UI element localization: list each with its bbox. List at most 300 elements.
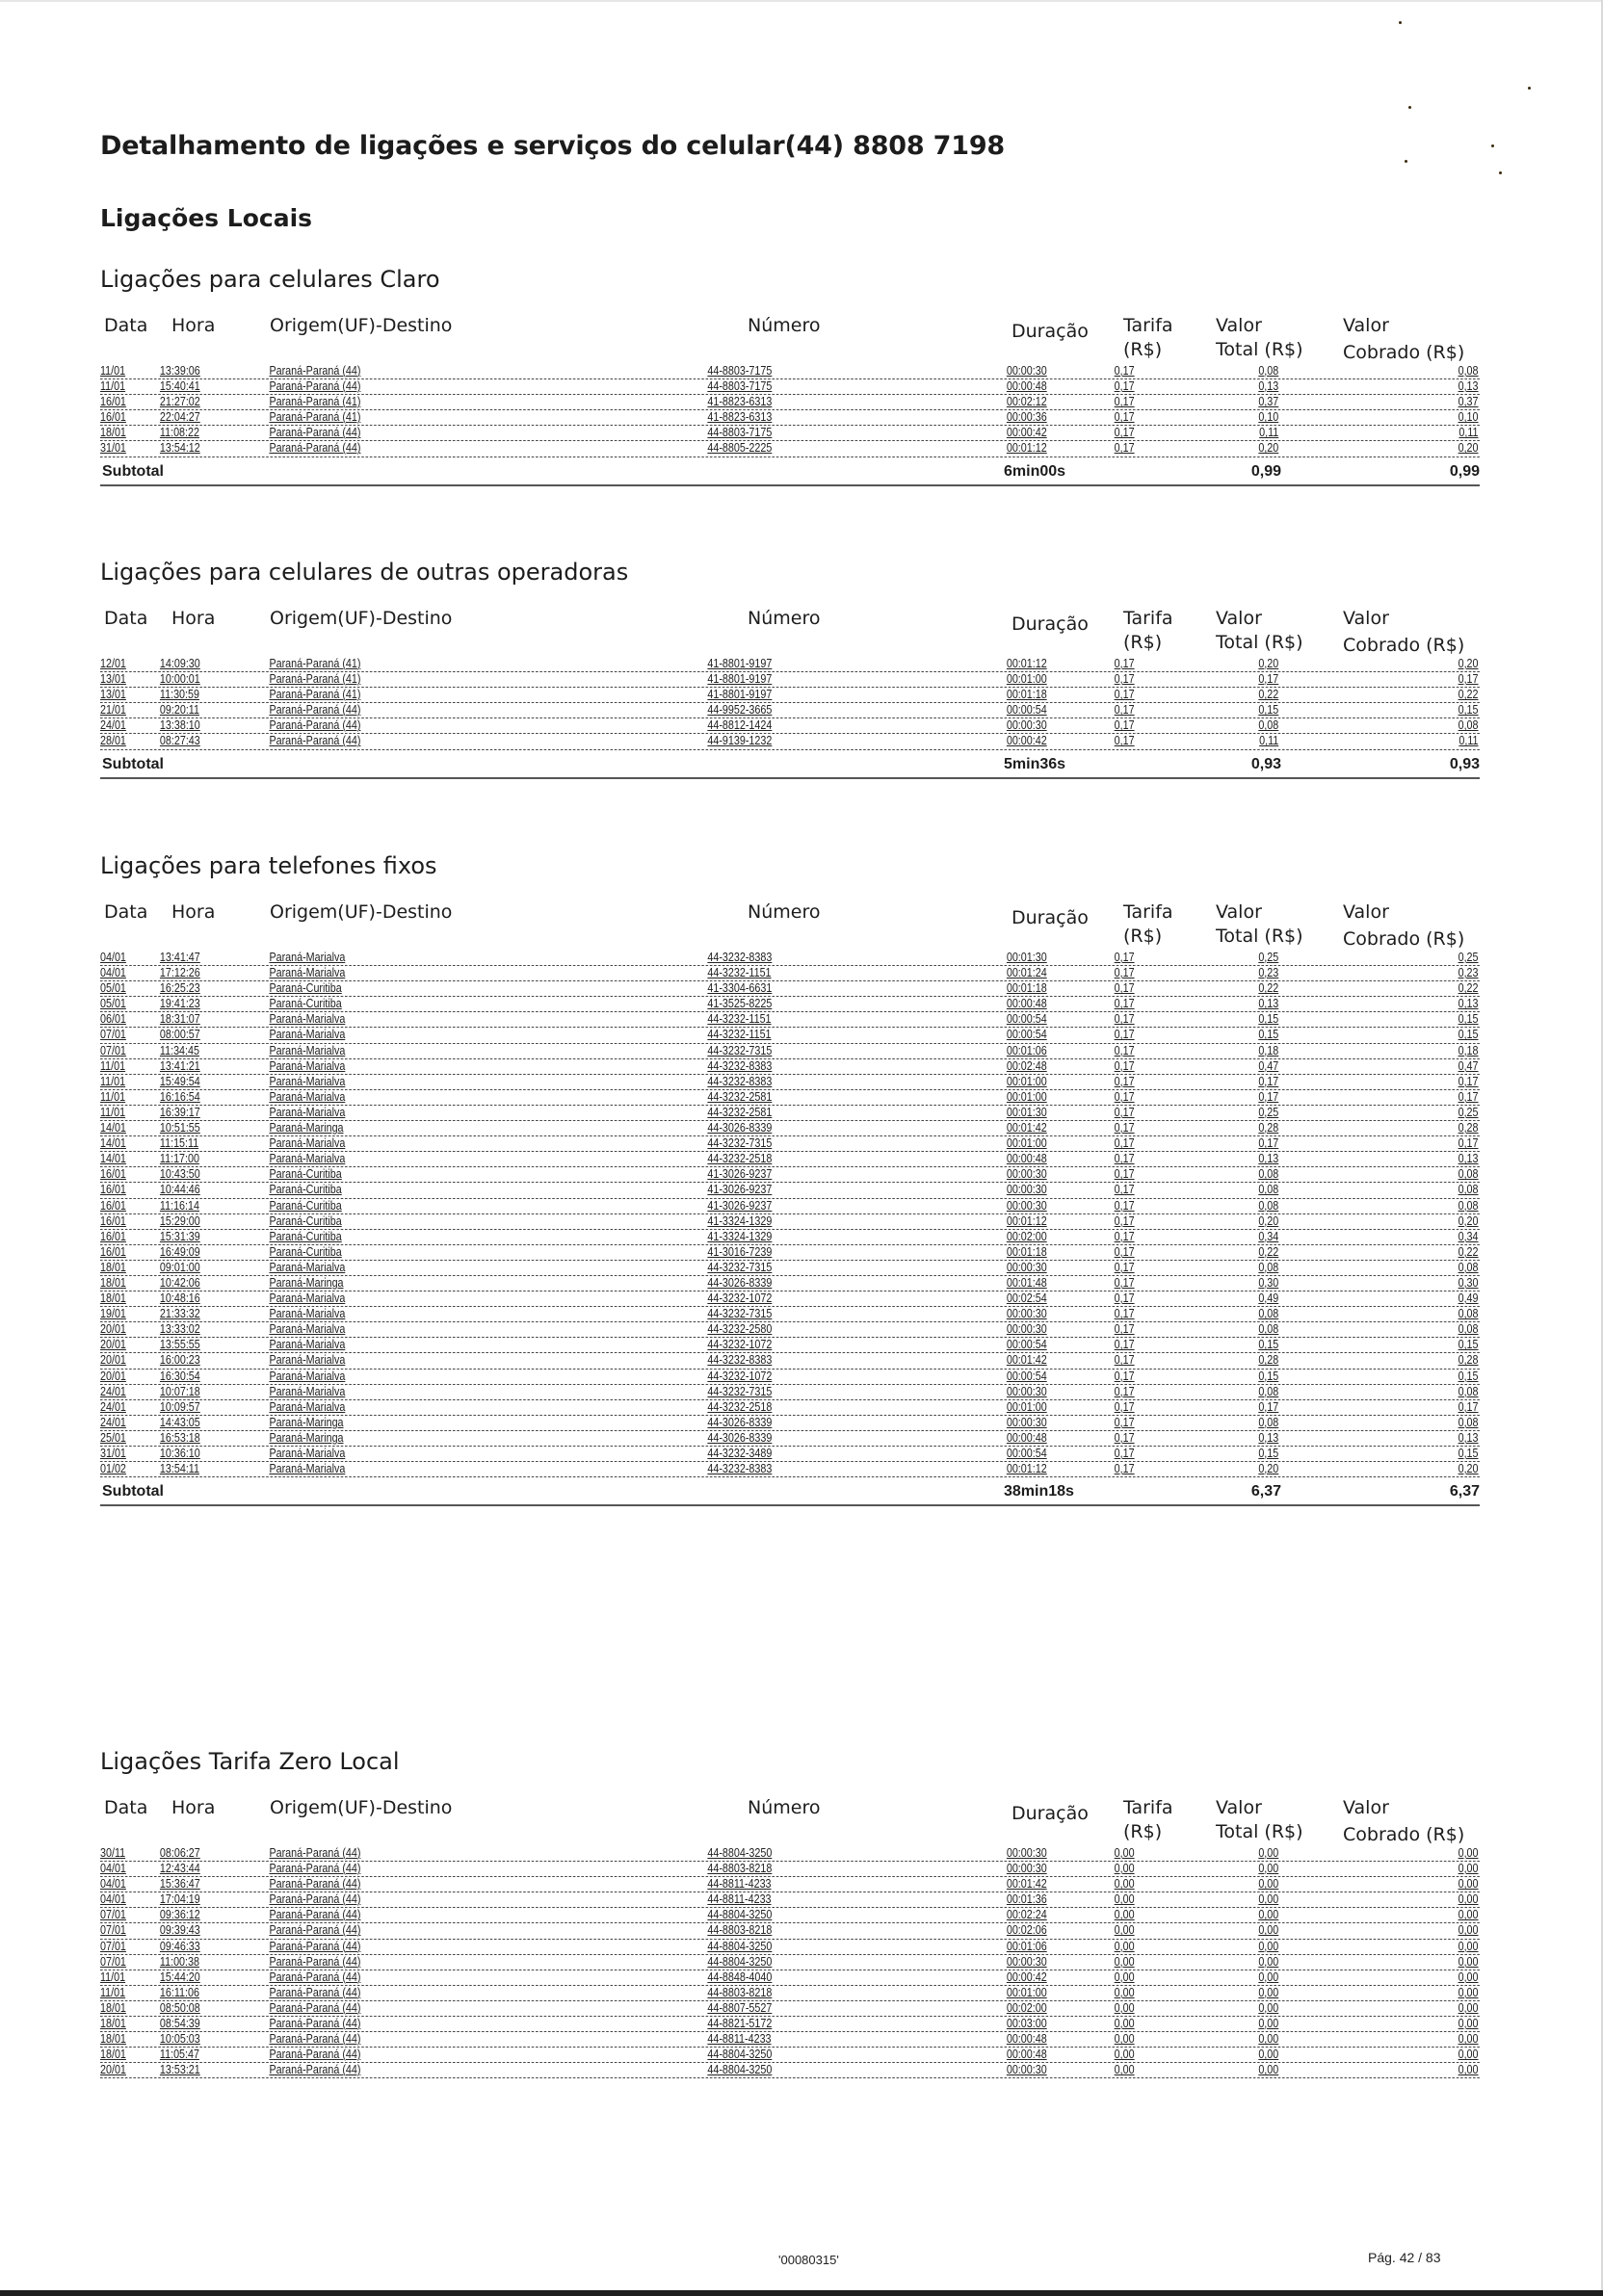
table-row bbox=[100, 1106, 1480, 1121]
charged-value-cell: 0,25 bbox=[1458, 1105, 1479, 1119]
total-value-cell: 0,20 bbox=[1258, 1462, 1279, 1476]
origin-destination-cell: Paraná-Marialva bbox=[269, 1447, 346, 1460]
duration-cell: 00:00:36 bbox=[1006, 410, 1047, 425]
rate-cell: 0,17 bbox=[1114, 1043, 1135, 1057]
origin-destination-cell: Paraná-Marialva bbox=[269, 1028, 346, 1042]
charged-value-cell: 0,00 bbox=[1458, 1877, 1479, 1892]
total-value-cell: 0,08 bbox=[1258, 1415, 1279, 1429]
total-value-cell: 0,25 bbox=[1258, 1105, 1279, 1119]
col-header-tarifa-unit: (R$) bbox=[1123, 632, 1163, 653]
call-rows bbox=[100, 951, 1480, 1477]
time-cell: 17:04:19 bbox=[159, 1892, 200, 1907]
table-row bbox=[100, 379, 1480, 395]
total-value-cell: 0,00 bbox=[1258, 1908, 1279, 1922]
time-cell: 16:39:17 bbox=[159, 1105, 200, 1119]
duration-cell: 00:00:54 bbox=[1006, 1369, 1047, 1383]
charged-value-cell: 0,37 bbox=[1458, 395, 1479, 409]
origin-destination-cell: Paraná-Marialva bbox=[269, 1399, 346, 1414]
section-title: Ligações Tarifa Zero Local bbox=[100, 1748, 400, 1775]
time-cell: 14:09:30 bbox=[159, 657, 200, 670]
table-row bbox=[100, 1152, 1480, 1167]
table-row bbox=[100, 1214, 1480, 1230]
rate-cell: 0,17 bbox=[1114, 1415, 1135, 1429]
time-cell: 15:44:20 bbox=[159, 1970, 200, 1984]
date-cell: 16/01 bbox=[100, 410, 126, 425]
duration-cell: 00:01:18 bbox=[1006, 688, 1047, 702]
duration-cell: 00:00:30 bbox=[1006, 1862, 1047, 1876]
duration-cell: 00:02:54 bbox=[1006, 1292, 1047, 1306]
subtotal-duration: 5min36s bbox=[1004, 755, 1066, 772]
duration-cell: 00:02:24 bbox=[1006, 1908, 1047, 1922]
rate-cell: 0,17 bbox=[1114, 966, 1135, 980]
table-row bbox=[100, 1940, 1480, 1955]
rate-cell: 0,17 bbox=[1114, 1121, 1135, 1135]
date-cell: 20/01 bbox=[100, 1322, 126, 1337]
charged-value-cell: 0,25 bbox=[1458, 951, 1479, 964]
total-value-cell: 0,08 bbox=[1258, 1198, 1279, 1213]
duration-cell: 00:00:30 bbox=[1006, 1307, 1047, 1321]
subtotal-charged-value: 6,37 bbox=[1449, 1483, 1480, 1500]
rate-cell: 0,17 bbox=[1114, 1136, 1135, 1151]
col-header-valor-cobrado: Valor bbox=[1343, 608, 1389, 629]
section-telefones-fixos bbox=[100, 852, 1480, 1506]
call-rows bbox=[100, 1846, 1480, 2078]
column-header-row bbox=[100, 1796, 1480, 1846]
duration-cell: 00:00:54 bbox=[1006, 1338, 1047, 1352]
number-cell: 44-3232-1151 bbox=[707, 1012, 772, 1027]
date-cell: 14/01 bbox=[100, 1121, 126, 1135]
time-cell: 13:33:02 bbox=[159, 1322, 200, 1337]
charged-value-cell: 0,23 bbox=[1458, 966, 1479, 980]
time-cell: 13:41:21 bbox=[159, 1058, 200, 1073]
date-cell: 31/01 bbox=[100, 1447, 126, 1460]
total-value-cell: 0,00 bbox=[1258, 2017, 1279, 2031]
time-cell: 16:30:54 bbox=[159, 1369, 200, 1383]
origin-destination-cell: Paraná-Marialva bbox=[269, 1462, 346, 1476]
number-cell: 44-3232-7315 bbox=[707, 1136, 773, 1151]
table-row bbox=[100, 1199, 1480, 1214]
total-value-cell: 0,20 bbox=[1258, 441, 1279, 456]
total-value-cell: 0,17 bbox=[1258, 672, 1279, 687]
total-value-cell: 0,34 bbox=[1258, 1229, 1279, 1243]
number-cell: 41-8823-6313 bbox=[707, 410, 773, 425]
rate-cell: 0,17 bbox=[1114, 718, 1135, 733]
rate-cell: 0,17 bbox=[1114, 1399, 1135, 1414]
date-cell: 07/01 bbox=[100, 1954, 126, 1969]
date-cell: 11/01 bbox=[100, 379, 126, 394]
number-cell: 44-8803-8218 bbox=[707, 1923, 773, 1938]
table-row bbox=[100, 1955, 1480, 1970]
rate-cell: 0,17 bbox=[1114, 1152, 1135, 1166]
total-value-cell: 0,49 bbox=[1258, 1292, 1279, 1306]
time-cell: 11:34:45 bbox=[159, 1043, 199, 1057]
origin-destination-cell: Paraná-Paraná (44) bbox=[269, 2032, 361, 2047]
footer-page-number: Pág. 42 / 83 bbox=[1368, 2250, 1441, 2265]
origin-destination-cell: Paraná-Marialva bbox=[269, 1369, 346, 1383]
date-cell: 04/01 bbox=[100, 1892, 126, 1907]
date-cell: 18/01 bbox=[100, 2032, 126, 2047]
charged-value-cell: 0,08 bbox=[1458, 1307, 1479, 1321]
number-cell: 44-8811-4233 bbox=[707, 1877, 772, 1892]
table-row bbox=[100, 703, 1480, 718]
charged-value-cell: 0,00 bbox=[1458, 2048, 1479, 2062]
col-header-valor-cobrado-unit: Cobrado (R$) bbox=[1343, 1824, 1465, 1845]
time-cell: 15:49:54 bbox=[159, 1074, 200, 1088]
number-cell: 41-3304-6631 bbox=[707, 981, 773, 996]
date-cell: 16/01 bbox=[100, 1183, 126, 1197]
table-row bbox=[100, 2017, 1480, 2032]
total-value-cell: 0,47 bbox=[1258, 1058, 1279, 1073]
origin-destination-cell: Paraná-Curitiba bbox=[269, 997, 342, 1011]
duration-cell: 00:01:06 bbox=[1006, 1043, 1047, 1057]
total-value-cell: 0,25 bbox=[1258, 951, 1279, 964]
duration-cell: 00:00:54 bbox=[1006, 1028, 1047, 1042]
table-row bbox=[100, 1075, 1480, 1090]
total-value-cell: 0,00 bbox=[1258, 1954, 1279, 1969]
time-cell: 16:11:06 bbox=[159, 1985, 199, 1999]
total-value-cell: 0,15 bbox=[1258, 1028, 1279, 1042]
origin-destination-cell: Paraná-Curitiba bbox=[269, 981, 342, 996]
origin-destination-cell: Paraná-Maringa bbox=[269, 1275, 344, 1290]
table-row bbox=[100, 1044, 1480, 1059]
time-cell: 13:53:21 bbox=[159, 2063, 200, 2077]
number-cell: 41-8801-9197 bbox=[707, 657, 773, 670]
table-row bbox=[100, 1353, 1480, 1369]
number-cell: 44-3232-7315 bbox=[707, 1384, 773, 1398]
col-header-valor-cobrado-unit: Cobrado (R$) bbox=[1343, 342, 1465, 363]
charged-value-cell: 0,11 bbox=[1458, 426, 1479, 440]
time-cell: 10:00:01 bbox=[159, 672, 200, 687]
col-header-duracao: Duração bbox=[1012, 321, 1089, 342]
charged-value-cell: 0,17 bbox=[1458, 672, 1479, 687]
charged-value-cell: 0,00 bbox=[1458, 1985, 1479, 1999]
origin-destination-cell: Paraná-Paraná (44) bbox=[269, 703, 361, 718]
col-header-tarifa-unit: (R$) bbox=[1123, 1821, 1163, 1842]
table-row bbox=[100, 1431, 1480, 1447]
charged-value-cell: 0,22 bbox=[1458, 981, 1479, 996]
date-cell: 16/01 bbox=[100, 1244, 126, 1259]
charged-value-cell: 0,00 bbox=[1458, 1908, 1479, 1922]
number-cell: 44-3232-1072 bbox=[707, 1338, 773, 1352]
table-row bbox=[100, 1307, 1480, 1322]
total-value-cell: 0,15 bbox=[1258, 1447, 1279, 1460]
charged-value-cell: 0,08 bbox=[1458, 364, 1479, 378]
time-cell: 10:07:18 bbox=[159, 1384, 200, 1398]
number-cell: 44-8807-5527 bbox=[707, 2000, 773, 2015]
number-cell: 41-3324-1329 bbox=[707, 1229, 773, 1243]
table-row bbox=[100, 1322, 1480, 1338]
charged-value-cell: 0,18 bbox=[1458, 1043, 1479, 1057]
total-value-cell: 0,00 bbox=[1258, 2048, 1279, 2062]
duration-cell: 00:02:12 bbox=[1006, 395, 1047, 409]
rate-cell: 0,17 bbox=[1114, 1012, 1135, 1027]
duration-cell: 00:00:54 bbox=[1006, 1447, 1047, 1460]
number-cell: 44-3026-8339 bbox=[707, 1430, 773, 1445]
origin-destination-cell: Paraná-Marialva bbox=[269, 1384, 346, 1398]
number-cell: 44-8804-3250 bbox=[707, 1846, 773, 1860]
charged-value-cell: 0,08 bbox=[1458, 1198, 1479, 1213]
col-header-origem: Origem(UF)-Destino bbox=[270, 901, 453, 923]
duration-cell: 00:02:48 bbox=[1006, 1058, 1047, 1073]
number-cell: 41-3324-1329 bbox=[707, 1213, 773, 1228]
number-cell: 44-3232-7315 bbox=[707, 1260, 773, 1274]
origin-destination-cell: Paraná-Paraná (44) bbox=[269, 426, 361, 440]
charged-value-cell: 0,08 bbox=[1458, 718, 1479, 733]
total-value-cell: 0,08 bbox=[1258, 1307, 1279, 1321]
time-cell: 13:41:47 bbox=[159, 951, 200, 964]
duration-cell: 00:00:30 bbox=[1006, 364, 1047, 378]
number-cell: 44-3232-8383 bbox=[707, 1462, 773, 1476]
rate-cell: 0,17 bbox=[1114, 657, 1135, 670]
col-header-duracao: Duração bbox=[1012, 907, 1089, 928]
col-header-valor-total-unit: Total (R$) bbox=[1216, 1821, 1303, 1842]
charged-value-cell: 0,00 bbox=[1458, 1892, 1479, 1907]
total-value-cell: 0,18 bbox=[1258, 1043, 1279, 1057]
origin-destination-cell: Paraná-Marialva bbox=[269, 1074, 346, 1088]
subtotal-row bbox=[100, 457, 1480, 486]
date-cell: 16/01 bbox=[100, 1198, 126, 1213]
rate-cell: 0,00 bbox=[1114, 1862, 1135, 1876]
table-row bbox=[100, 1090, 1480, 1106]
subtotal-charged-value: 0,99 bbox=[1449, 462, 1480, 480]
duration-cell: 00:01:42 bbox=[1006, 1877, 1047, 1892]
scan-speck bbox=[1399, 21, 1402, 24]
origin-destination-cell: Paraná-Paraná (44) bbox=[269, 1923, 361, 1938]
time-cell: 08:06:27 bbox=[159, 1846, 200, 1860]
origin-destination-cell: Paraná-Marialva bbox=[269, 1012, 346, 1027]
total-value-cell: 0,23 bbox=[1258, 966, 1279, 980]
charged-value-cell: 0,20 bbox=[1458, 1462, 1479, 1476]
scan-speck bbox=[1408, 106, 1411, 109]
number-cell: 44-8821-5172 bbox=[707, 2017, 773, 2031]
table-row bbox=[100, 1136, 1480, 1152]
col-header-valor-cobrado: Valor bbox=[1343, 901, 1389, 923]
time-cell: 11:30:59 bbox=[159, 688, 199, 702]
date-cell: 14/01 bbox=[100, 1152, 126, 1166]
duration-cell: 00:02:00 bbox=[1006, 1229, 1047, 1243]
section-tarifa-zero bbox=[100, 1748, 1480, 2078]
duration-cell: 00:01:30 bbox=[1006, 1105, 1047, 1119]
number-cell: 44-3232-2518 bbox=[707, 1152, 773, 1166]
duration-cell: 00:01:00 bbox=[1006, 1399, 1047, 1414]
total-value-cell: 0,08 bbox=[1258, 1167, 1279, 1182]
time-cell: 08:27:43 bbox=[159, 734, 200, 748]
time-cell: 16:00:23 bbox=[159, 1353, 200, 1368]
table-row bbox=[100, 1292, 1480, 1307]
time-cell: 12:43:44 bbox=[159, 1862, 200, 1876]
col-header-valor-cobrado-unit: Cobrado (R$) bbox=[1343, 635, 1465, 656]
date-cell: 21/01 bbox=[100, 703, 126, 718]
table-row bbox=[100, 1370, 1480, 1385]
rate-cell: 0,17 bbox=[1114, 1338, 1135, 1352]
number-cell: 44-3232-1151 bbox=[707, 966, 772, 980]
table-row bbox=[100, 1245, 1480, 1261]
charged-value-cell: 0,00 bbox=[1458, 1939, 1479, 1953]
total-value-cell: 0,13 bbox=[1258, 1152, 1279, 1166]
table-row bbox=[100, 1167, 1480, 1183]
time-cell: 15:29:00 bbox=[159, 1213, 200, 1228]
duration-cell: 00:01:06 bbox=[1006, 1939, 1047, 1953]
origin-destination-cell: Paraná-Marialva bbox=[269, 1058, 346, 1073]
rate-cell: 0,17 bbox=[1114, 426, 1135, 440]
date-cell: 11/01 bbox=[100, 364, 126, 378]
section-title: Ligações para telefones fixos bbox=[100, 852, 437, 879]
charged-value-cell: 0,15 bbox=[1458, 703, 1479, 718]
total-value-cell: 0,00 bbox=[1258, 1970, 1279, 1984]
charged-value-cell: 0,00 bbox=[1458, 1846, 1479, 1860]
duration-cell: 00:01:42 bbox=[1006, 1353, 1047, 1368]
subtotal-charged-value: 0,93 bbox=[1449, 755, 1480, 772]
total-value-cell: 0,00 bbox=[1258, 2032, 1279, 2047]
total-value-cell: 0,28 bbox=[1258, 1353, 1279, 1368]
rate-cell: 0,17 bbox=[1114, 1322, 1135, 1337]
time-cell: 14:43:05 bbox=[159, 1415, 200, 1429]
charged-value-cell: 0,00 bbox=[1458, 2000, 1479, 2015]
number-cell: 44-3232-8383 bbox=[707, 1353, 773, 1368]
date-cell: 07/01 bbox=[100, 1043, 126, 1057]
table-row bbox=[100, 1986, 1480, 2001]
date-cell: 16/01 bbox=[100, 1167, 126, 1182]
number-cell: 44-3026-8339 bbox=[707, 1415, 773, 1429]
date-cell: 20/01 bbox=[100, 2063, 126, 2077]
col-header-origem: Origem(UF)-Destino bbox=[270, 608, 453, 629]
charged-value-cell: 0,00 bbox=[1458, 1923, 1479, 1938]
origin-destination-cell: Paraná-Paraná (44) bbox=[269, 1939, 361, 1953]
number-cell: 44-3232-2581 bbox=[707, 1105, 773, 1119]
duration-cell: 00:01:24 bbox=[1006, 966, 1047, 980]
table-row bbox=[100, 1230, 1480, 1245]
table-row bbox=[100, 1012, 1480, 1028]
number-cell: 44-3232-7315 bbox=[707, 1307, 773, 1321]
time-cell: 13:54:12 bbox=[159, 441, 200, 456]
origin-destination-cell: Paraná-Marialva bbox=[269, 1043, 346, 1057]
date-cell: 18/01 bbox=[100, 1260, 126, 1274]
number-cell: 44-3232-2581 bbox=[707, 1089, 773, 1104]
date-cell: 24/01 bbox=[100, 1415, 126, 1429]
number-cell: 44-3232-2518 bbox=[707, 1399, 773, 1414]
date-cell: 18/01 bbox=[100, 2017, 126, 2031]
col-header-tarifa-unit: (R$) bbox=[1123, 926, 1163, 947]
col-header-valor-total: Valor bbox=[1216, 608, 1262, 629]
rate-cell: 0,17 bbox=[1114, 672, 1135, 687]
col-header-data: Data bbox=[104, 1797, 148, 1818]
total-value-cell: 0,10 bbox=[1258, 410, 1279, 425]
col-header-tarifa: Tarifa bbox=[1123, 315, 1173, 336]
origin-destination-cell: Paraná-Paraná (44) bbox=[269, 1985, 361, 1999]
total-value-cell: 0,00 bbox=[1258, 1939, 1279, 1953]
date-cell: 07/01 bbox=[100, 1923, 126, 1938]
origin-destination-cell: Paraná-Curitiba bbox=[269, 1244, 342, 1259]
date-cell: 24/01 bbox=[100, 1399, 126, 1414]
time-cell: 16:49:09 bbox=[159, 1244, 200, 1259]
total-value-cell: 0,00 bbox=[1258, 1877, 1279, 1892]
duration-cell: 00:00:54 bbox=[1006, 703, 1047, 718]
col-header-valor-total-unit: Total (R$) bbox=[1216, 926, 1303, 947]
time-cell: 19:41:23 bbox=[159, 997, 200, 1011]
total-value-cell: 0,08 bbox=[1258, 1322, 1279, 1337]
charged-value-cell: 0,30 bbox=[1458, 1275, 1479, 1290]
origin-destination-cell: Paraná-Paraná (44) bbox=[269, 1908, 361, 1922]
origin-destination-cell: Paraná-Maringa bbox=[269, 1415, 344, 1429]
charged-value-cell: 0,28 bbox=[1458, 1353, 1479, 1368]
charged-value-cell: 0,17 bbox=[1458, 1136, 1479, 1151]
date-cell: 20/01 bbox=[100, 1369, 126, 1383]
total-value-cell: 0,22 bbox=[1258, 688, 1279, 702]
group-title: Ligações Locais bbox=[100, 204, 313, 232]
duration-cell: 00:00:48 bbox=[1006, 997, 1047, 1011]
number-cell: 44-8803-8218 bbox=[707, 1862, 773, 1876]
duration-cell: 00:01:00 bbox=[1006, 1089, 1047, 1104]
table-row bbox=[100, 1862, 1480, 1877]
subtotal-label: Subtotal bbox=[102, 1483, 164, 1500]
number-cell: 44-3232-8383 bbox=[707, 951, 773, 964]
date-cell: 30/11 bbox=[100, 1846, 126, 1860]
origin-destination-cell: Paraná-Curitiba bbox=[269, 1213, 342, 1228]
number-cell: 44-3232-1072 bbox=[707, 1292, 773, 1306]
date-cell: 11/01 bbox=[100, 1058, 126, 1073]
rate-cell: 0,17 bbox=[1114, 1028, 1135, 1042]
col-header-tarifa: Tarifa bbox=[1123, 901, 1173, 923]
time-cell: 08:00:57 bbox=[159, 1028, 200, 1042]
date-cell: 20/01 bbox=[100, 1353, 126, 1368]
rate-cell: 0,17 bbox=[1114, 410, 1135, 425]
date-cell: 04/01 bbox=[100, 1862, 126, 1876]
duration-cell: 00:00:42 bbox=[1006, 426, 1047, 440]
number-cell: 44-8803-7175 bbox=[707, 364, 773, 378]
origin-destination-cell: Paraná-Marialva bbox=[269, 1322, 346, 1337]
table-row bbox=[100, 2001, 1480, 2017]
date-cell: 13/01 bbox=[100, 688, 126, 702]
time-cell: 11:15:11 bbox=[159, 1136, 199, 1151]
rate-cell: 0,00 bbox=[1114, 2000, 1135, 2015]
total-value-cell: 0,15 bbox=[1258, 1369, 1279, 1383]
duration-cell: 00:00:30 bbox=[1006, 1322, 1047, 1337]
table-row bbox=[100, 657, 1480, 672]
time-cell: 08:54:39 bbox=[159, 2017, 200, 2031]
origin-destination-cell: Paraná-Paraná (44) bbox=[269, 718, 361, 733]
col-header-valor-cobrado: Valor bbox=[1343, 315, 1389, 336]
rate-cell: 0,00 bbox=[1114, 1985, 1135, 1999]
duration-cell: 00:00:30 bbox=[1006, 1384, 1047, 1398]
column-header-row bbox=[100, 607, 1480, 657]
origin-destination-cell: Paraná-Curitiba bbox=[269, 1198, 342, 1213]
origin-destination-cell: Paraná-Paraná (44) bbox=[269, 379, 361, 394]
time-cell: 10:44:46 bbox=[159, 1183, 200, 1197]
table-row bbox=[100, 1970, 1480, 1986]
number-cell: 41-3026-9237 bbox=[707, 1167, 773, 1182]
time-cell: 11:08:22 bbox=[159, 426, 199, 440]
total-value-cell: 0,00 bbox=[1258, 1846, 1279, 1860]
charged-value-cell: 0,15 bbox=[1458, 1012, 1479, 1027]
origin-destination-cell: Paraná-Paraná (44) bbox=[269, 1954, 361, 1969]
subtotal-row bbox=[100, 1477, 1480, 1506]
col-header-tarifa: Tarifa bbox=[1123, 1797, 1173, 1818]
origin-destination-cell: Paraná-Paraná (44) bbox=[269, 1846, 361, 1860]
rate-cell: 0,17 bbox=[1114, 1447, 1135, 1460]
origin-destination-cell: Paraná-Paraná (44) bbox=[269, 1892, 361, 1907]
date-cell: 18/01 bbox=[100, 2048, 126, 2062]
time-cell: 10:09:57 bbox=[159, 1399, 200, 1414]
duration-cell: 00:00:30 bbox=[1006, 1846, 1047, 1860]
rate-cell: 0,00 bbox=[1114, 1954, 1135, 1969]
time-cell: 13:54:11 bbox=[159, 1462, 199, 1476]
rate-cell: 0,17 bbox=[1114, 1089, 1135, 1104]
charged-value-cell: 0,13 bbox=[1458, 997, 1479, 1011]
rate-cell: 0,00 bbox=[1114, 1846, 1135, 1860]
col-header-hora: Hora bbox=[171, 901, 216, 923]
number-cell: 44-8803-7175 bbox=[707, 426, 773, 440]
col-header-valor-cobrado-unit: Cobrado (R$) bbox=[1343, 928, 1465, 950]
